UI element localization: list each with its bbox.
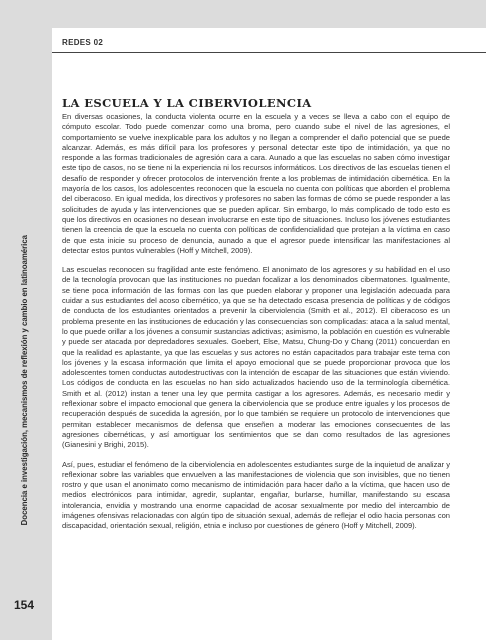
running-head: REDES 02 (62, 38, 104, 47)
paragraph: Así, pues, estudiar el fenómeno de la ciberviolencia en adolescentes estudiantes surge de la inquietud de analizar y reflexionar sobre las variables que envuelven a las manifestaciones de violencia que son invisibles, que no tienen rostro y que usan el anonimato como mecanismo de intimidación para hacer daño a la víctima, que hacen uso de medios electrónicos para intimidar, agredir, suplantar, engañar, burlarse, humillar, manifestando su escasa intolerancia, envidia y mostrando una enorme capacidad de acosar sexualmente por medio del intercambio de imágenes ofensivas relacionadas con algún tipo de situación sexual, además de reflejar el odio hacia personas con discapacidad, orientación sexual, religión, etnia e incluso por cuestiones de género (Hoff y Mitchell, 2009). (62, 459, 450, 531)
page-number: 154 (14, 598, 35, 612)
main-content (62, 96, 450, 532)
header-bar (0, 0, 486, 28)
paragraph: En diversas ocasiones, la conducta violenta ocurre en la escuela y a veces se lleva a cabo con el equipo de cómputo escolar. Todo puede comenzar como una broma, pero cuando sube el nivel de las agresiones, el comportamiento se vuelve inexplicable para los adultos y no llegan a comprender el daño potencial que se puede alcanzar. Además, es más difícil para los profesores y personal detectar este tipo de intimidación, ya que no responde a las formas tradicionales de agresión cara a cara. Aunado a que las escuelas no saben cómo investigar este tipo de casos, no se tiene ni la experiencia ni los recursos informáticos. Los directivos de las escuelas tienen el desafío de responder y ofrecer protocolos de intervención frente a los problemas de intimidación cibernética. En la mayoría de los casos, los adolescentes reconocen que la escuela no cuenta con políticas que aborden el problema del ciberacoso. En igual medida, los directivos y profesores no saben las formas de cómo se puede responder a las solicitudes de ayuda y las intervenciones que se pueden aplicar. Sin embargo, lo más complicado de todo esto es que los directivos en ocasiones no desean involucrarse en este tipo de situaciones. Incluso los jóvenes estudiantes tienen la creencia de que la escuela no cuenta con políticas de confidencialidad que protejan a la víctima en caso de que esta inicie su proceso de denuncia, aunado a que el agresor puede intensificar las manifestaciones al detectar estos puntos vulnerables (Hoff y Mitchell, 2009). (62, 112, 450, 255)
section-title: LA ESCUELA Y LA CIBERVIOLENCIA (62, 96, 312, 110)
header-divider (0, 52, 486, 53)
paragraph: Las escuelas reconocen su fragilidad ante este fenómeno. El anonimato de los agresores y su habilidad en el uso de la tecnología provocan que las instituciones no puedan focalizar a los denominados cibermatones. Igualmente, se tiene poca información de las formas con las que pueden elaborar y proponer una legislación adecuada para cuidar a sus estudiantes del acoso cibernético, ya que se ha detectado escasa presencia de políticas y de códigos de conducta de los estudiantes orientados a prevenir la ciberviolencia (Smith et al., 2012). El ciberacoso es un problema presente en las instituciones de educación y las consecuencias son complicadas: ataca a la salud mental, lo que puede orillar a los jóvenes a consumir sustancias adictivas; asimismo, la población en cuestión es vulnerable y puede ser atacada por depredadores sexuales. Goebert, Else, Matsu, Chung-Do y Chang (2011) concuerdan en que la realidad es aplastante, ya que las escuelas y sus actores no están capacitados para trabajar este tema con los jóvenes y la escasa información que limita el apoyo emocional que se puede proporcionar provoca que los adolescentes tomen conductas autodestructivas con la intención de escapar de las situaciones que están viviendo. Los códigos de conducta en las escuelas no han sido actualizados haciendo uso de la terminología cibernética. Smith et al. (2012) instan a tener una ley que permita castigar a los agresores. Además, es necesario medir y reflexionar sobre el impacto emocional que genera la ciberviolencia que se produce entre iguales y los procesos de recuperación después de sucedida la agresión, por lo que también se requiere un protocolo de intervenciones que permitan establecer mecanismos de defensa que enseñen a moderar las emociones consecuentes de las agresiones cibernéticas, y así amortiguar los sentimientos que se dan como resultados de las agresiones (Gianesini y Brighi, 2015). (62, 265, 450, 450)
side-title (14, 200, 34, 560)
side-title-text: Docencia e investigación, mecanismos de reflexión y cambio en latinoamérica (19, 234, 29, 526)
